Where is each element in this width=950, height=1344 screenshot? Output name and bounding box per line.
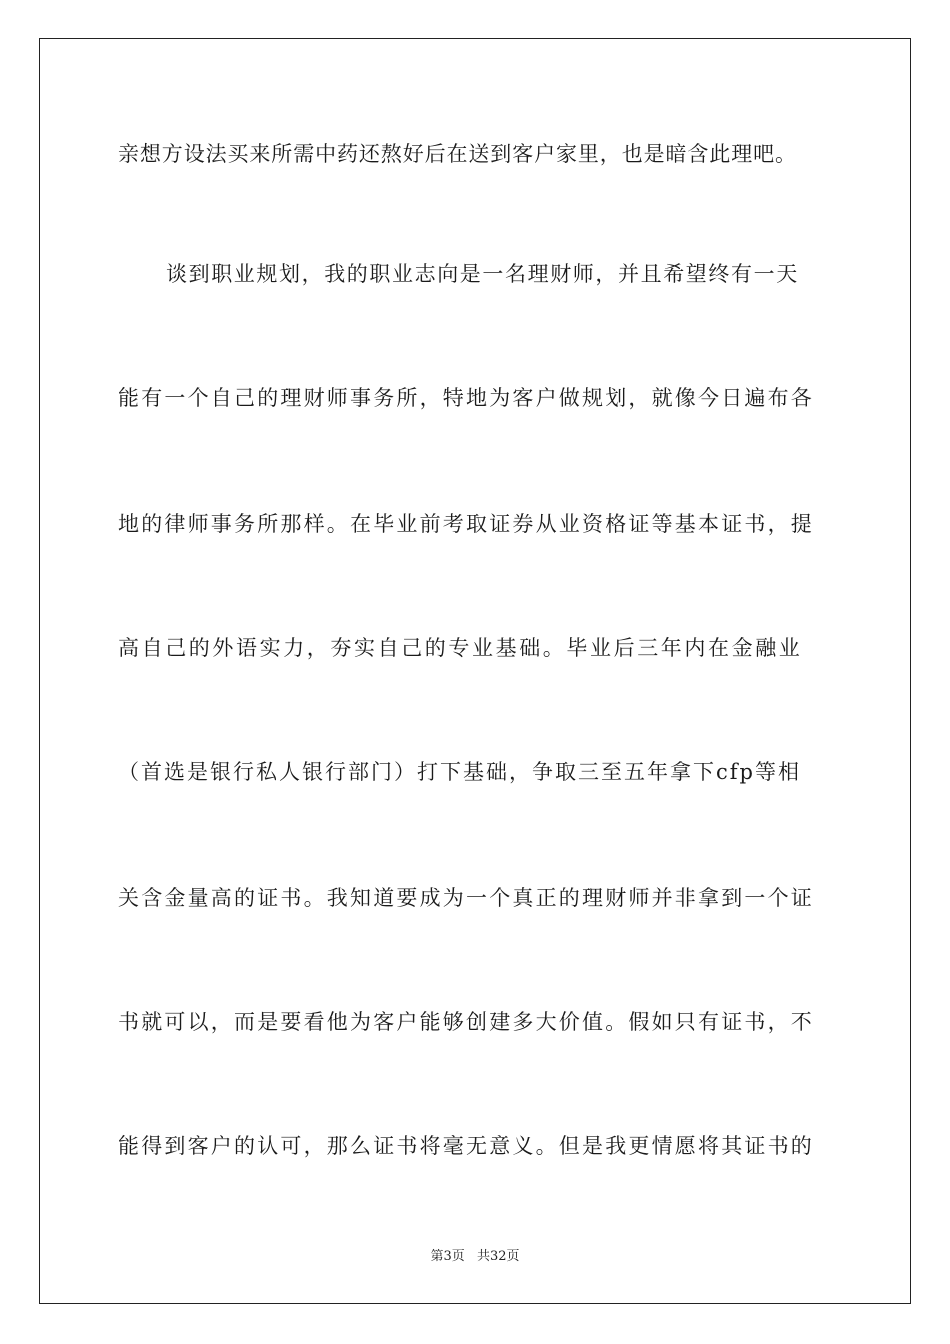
- body-line-7: 关含金量高的证书。我知道要成为一个真正的理财师并非拿到一个证: [118, 886, 814, 910]
- body-line-5: 高自己的外语实力，夯实自己的专业基础。毕业后三年内在金融业: [118, 636, 803, 660]
- body-line-6: （首选是银行私人银行部门）打下基础，争取三至五年拿下cfp等相: [118, 760, 801, 784]
- body-line-1: 亲想方设法买来所需中药还熬好后在送到客户家里，也是暗含此理吧。: [118, 142, 797, 166]
- body-line-8: 书就可以，而是要看他为客户能够创建多大价值。假如只有证书，不: [118, 1010, 814, 1034]
- page-number: 第3页: [430, 1249, 465, 1264]
- body-line-4: 地的律师事务所那样。在毕业前考取证券从业资格证等基本证书，提: [118, 512, 814, 536]
- body-line-2: 谈到职业规划，我的职业志向是一名理财师，并且希望终有一天: [166, 262, 799, 286]
- body-line-3: 能有一个自己的理财师事务所，特地为客户做规划，就像今日遍布各: [118, 386, 814, 410]
- page-total: 共32页: [476, 1249, 520, 1264]
- page-footer: [0, 1245, 950, 1264]
- body-line-9: 能得到客户的认可，那么证书将毫无意义。但是我更情愿将其证书的: [118, 1134, 814, 1158]
- page-border: [39, 38, 911, 1304]
